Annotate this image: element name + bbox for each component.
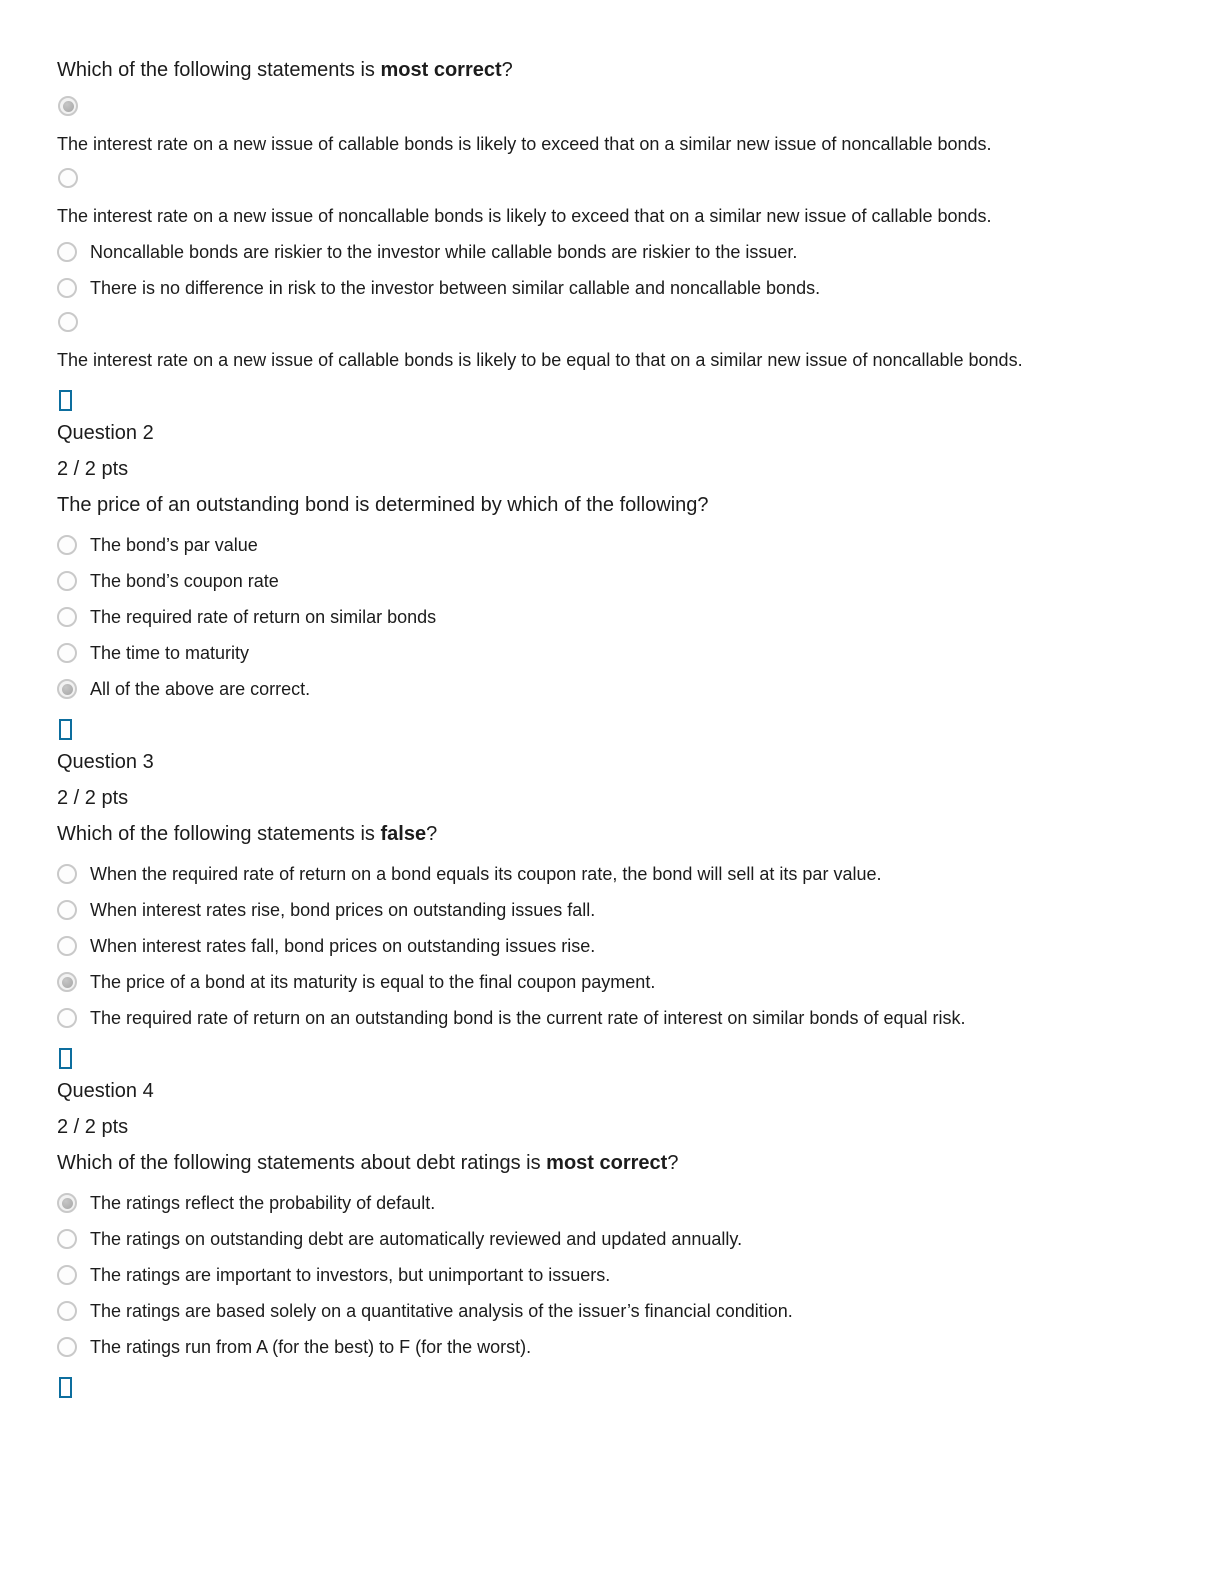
answer-option — [57, 312, 1167, 376]
prompt-text: Which of the following statements is — [57, 823, 381, 845]
question-title: Question 2 — [57, 422, 154, 444]
answer-option-label: The required rate of return on similar bonds — [90, 607, 437, 627]
question-prompt — [57, 487, 1167, 523]
question-prompt — [57, 1145, 1167, 1181]
answer-options — [57, 96, 1167, 376]
answer-option — [57, 637, 1167, 669]
answer-option — [57, 673, 1167, 705]
prompt-text: Which of the following statements about debt ratings is — [57, 1152, 547, 1174]
answer-option — [57, 529, 1167, 561]
answer-option-label: Noncallable bonds are riskier to the investor while callable bonds are riskier to the issuer. — [90, 242, 798, 262]
answer-option-label: The bond’s coupon rate — [90, 571, 279, 591]
answer-option — [57, 272, 1167, 304]
radio-button[interactable] — [57, 864, 77, 884]
answer-option-label: The required rate of return on an outstanding bond is the current rate of interest on similar bonds of equal risk. — [90, 1008, 966, 1028]
answer-option — [57, 168, 1167, 232]
radio-button[interactable] — [57, 936, 77, 956]
radio-button[interactable] — [57, 535, 77, 555]
answer-option — [57, 236, 1167, 268]
question-points: 2 / 2 pts — [57, 458, 129, 480]
radio-button[interactable] — [57, 1265, 77, 1285]
answer-option-label: The ratings run from A (for the best) to F (for the worst). — [90, 1337, 532, 1357]
answer-option — [57, 565, 1167, 597]
flag-icon[interactable] — [59, 1048, 72, 1069]
prompt-emphasis: false — [380, 823, 427, 845]
prompt-emphasis: most correct — [546, 1152, 668, 1174]
radio-button[interactable] — [57, 571, 77, 591]
question-2 — [57, 415, 1167, 705]
answer-option — [57, 1002, 1167, 1034]
answer-option-label: When interest rates rise, bond prices on outstanding issues fall. — [90, 900, 596, 920]
answer-option-label: The ratings are based solely on a quantitative analysis of the issuer’s financial condition. — [90, 1301, 793, 1321]
radio-button[interactable] — [58, 96, 78, 116]
answer-option — [57, 1259, 1167, 1291]
question-title: Question 4 — [57, 1080, 154, 1102]
question-1 — [57, 52, 1167, 376]
radio-button[interactable] — [58, 168, 78, 188]
flag-icon[interactable] — [59, 1377, 72, 1398]
answer-option — [57, 894, 1167, 926]
radio-button[interactable] — [57, 278, 77, 298]
radio-button[interactable] — [57, 679, 77, 699]
answer-option-label: The interest rate on a new issue of callable bonds is likely to be equal to that on a similar new issue of noncallable bonds. — [57, 350, 1023, 370]
flag-icon[interactable] — [59, 390, 72, 411]
question-prompt — [57, 816, 1167, 852]
prompt-text: Which of the following statements is — [57, 59, 381, 81]
answer-option — [57, 1331, 1167, 1363]
prompt-text: ? — [501, 59, 513, 81]
answer-option-label: There is no difference in risk to the investor between similar callable and noncallable bonds. — [90, 278, 821, 298]
answer-option — [57, 601, 1167, 633]
question-points: 2 / 2 pts — [57, 1116, 129, 1138]
answer-option-label: The ratings reflect the probability of default. — [90, 1193, 436, 1213]
question-header — [57, 415, 1167, 487]
answer-option — [57, 1223, 1167, 1255]
answer-option-label: The ratings on outstanding debt are automatically reviewed and updated annually. — [90, 1229, 743, 1249]
radio-button[interactable] — [57, 1337, 77, 1357]
answer-options — [57, 529, 1167, 705]
answer-option-label: The interest rate on a new issue of callable bonds is likely to exceed that on a similar new issue of noncallable bonds. — [57, 134, 992, 154]
radio-button[interactable] — [58, 312, 78, 332]
answer-option-label: The price of a bond at its maturity is equal to the final coupon payment. — [90, 972, 656, 992]
answer-option-label: The interest rate on a new issue of noncallable bonds is likely to exceed that on a similar new issue of callable bonds. — [57, 206, 992, 226]
answer-option-label: All of the above are correct. — [90, 679, 311, 699]
answer-option — [57, 1295, 1167, 1327]
question-points: 2 / 2 pts — [57, 787, 129, 809]
radio-button[interactable] — [57, 1008, 77, 1028]
question-header — [57, 1073, 1167, 1145]
question-header — [57, 744, 1167, 816]
question-prompt — [57, 52, 1167, 88]
prompt-text: The price of an outstanding bond is determined by which of the following? — [57, 494, 709, 516]
answer-option — [57, 966, 1167, 998]
answer-option-label: The bond’s par value — [90, 535, 258, 555]
answer-option-label: When the required rate of return on a bond equals its coupon rate, the bond will sell at its par value. — [90, 864, 882, 884]
answer-option-label: When interest rates fall, bond prices on outstanding issues rise. — [90, 936, 596, 956]
answer-option — [57, 930, 1167, 962]
radio-button[interactable] — [57, 242, 77, 262]
answer-option — [57, 858, 1167, 890]
answer-options — [57, 1187, 1167, 1363]
radio-button[interactable] — [57, 972, 77, 992]
answer-option-label: The ratings are important to investors, but unimportant to issuers. — [90, 1265, 611, 1285]
prompt-text: ? — [426, 823, 438, 845]
answer-option — [57, 1187, 1167, 1219]
prompt-text: ? — [667, 1152, 679, 1174]
question-3 — [57, 744, 1167, 1034]
radio-button[interactable] — [57, 1193, 77, 1213]
answer-options — [57, 858, 1167, 1034]
radio-button[interactable] — [57, 900, 77, 920]
radio-button[interactable] — [57, 1229, 77, 1249]
answer-option-label: The time to maturity — [90, 643, 250, 663]
question-4 — [57, 1073, 1167, 1363]
radio-button[interactable] — [57, 643, 77, 663]
prompt-emphasis: most correct — [380, 59, 502, 81]
question-title: Question 3 — [57, 751, 154, 773]
flag-icon[interactable] — [59, 719, 72, 740]
answer-option — [57, 96, 1167, 160]
radio-button[interactable] — [57, 607, 77, 627]
radio-button[interactable] — [57, 1301, 77, 1321]
